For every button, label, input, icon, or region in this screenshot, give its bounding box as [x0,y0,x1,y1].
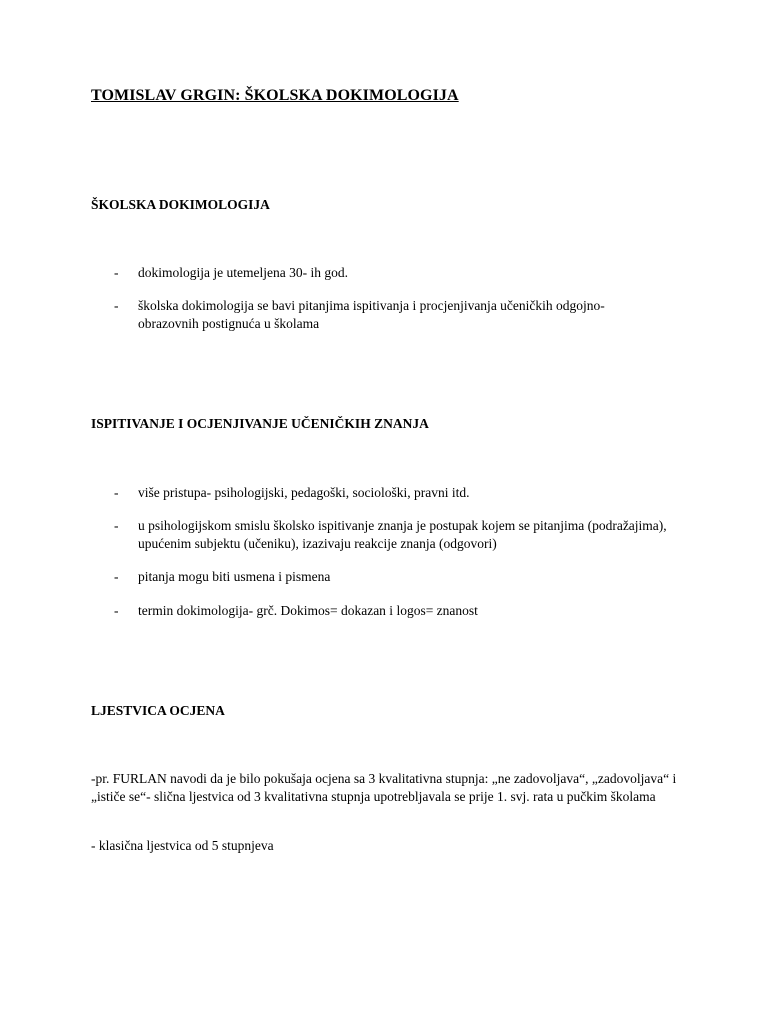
list-item-text: više pristupa- psihologijski, pedagoški, sociološki, pravni itd. [138,485,470,500]
bullet-dash: - [114,298,119,313]
bullet-dash: - [114,265,119,280]
section-heading-ljestvica-ocjena: LJESTVICA OCJENA [91,703,225,718]
list-item-text: u psihologijskom smislu školsko ispitivanje znanja je postupak kojem se pitanjima (podražajima), upućenim subjektu (učeniku), izazivaju reakcije znanja (odgovori) [138,518,667,551]
list-item-text: školska dokimologija se bavi pitanjima ispitivanja i procjenjivanja učeničkih odgojno- obrazovnih postignuća u školama [138,298,605,331]
document-title: TOMISLAV GRGIN: ŠKOLSKA DOKIMOLOGIJA [91,87,459,104]
section-heading-skolska-dokimologija: ŠKOLSKA DOKIMOLOGIJA [91,197,270,212]
list-item-text: termin dokimologija- grč. Dokimos= dokazan i logos= znanost [138,603,478,618]
paragraph: - klasična ljestvica od 5 stupnjeva [91,838,274,853]
list-item-text: pitanja mogu biti usmena i pismena [138,569,331,584]
list-item-text: dokimologija je utemeljena 30- ih god. [138,265,348,280]
section-heading-ispitivanje: ISPITIVANJE I OCJENJIVANJE UČENIČKIH ZNANJA [91,416,429,431]
paragraph: -pr. FURLAN navodi da je bilo pokušaja ocjena sa 3 kvalitativna stupnja: „ne zadovoljava“, „zadovoljava“ i „ističe se“- slična ljestvica od 3 kvalitativna stupnja upotrebljavala se prije 1. svj. rata u pučkim školama [91,771,677,804]
bullet-dash: - [114,603,119,618]
bullet-dash: - [114,518,119,533]
bullet-dash: - [114,569,119,584]
bullet-dash: - [114,485,119,500]
